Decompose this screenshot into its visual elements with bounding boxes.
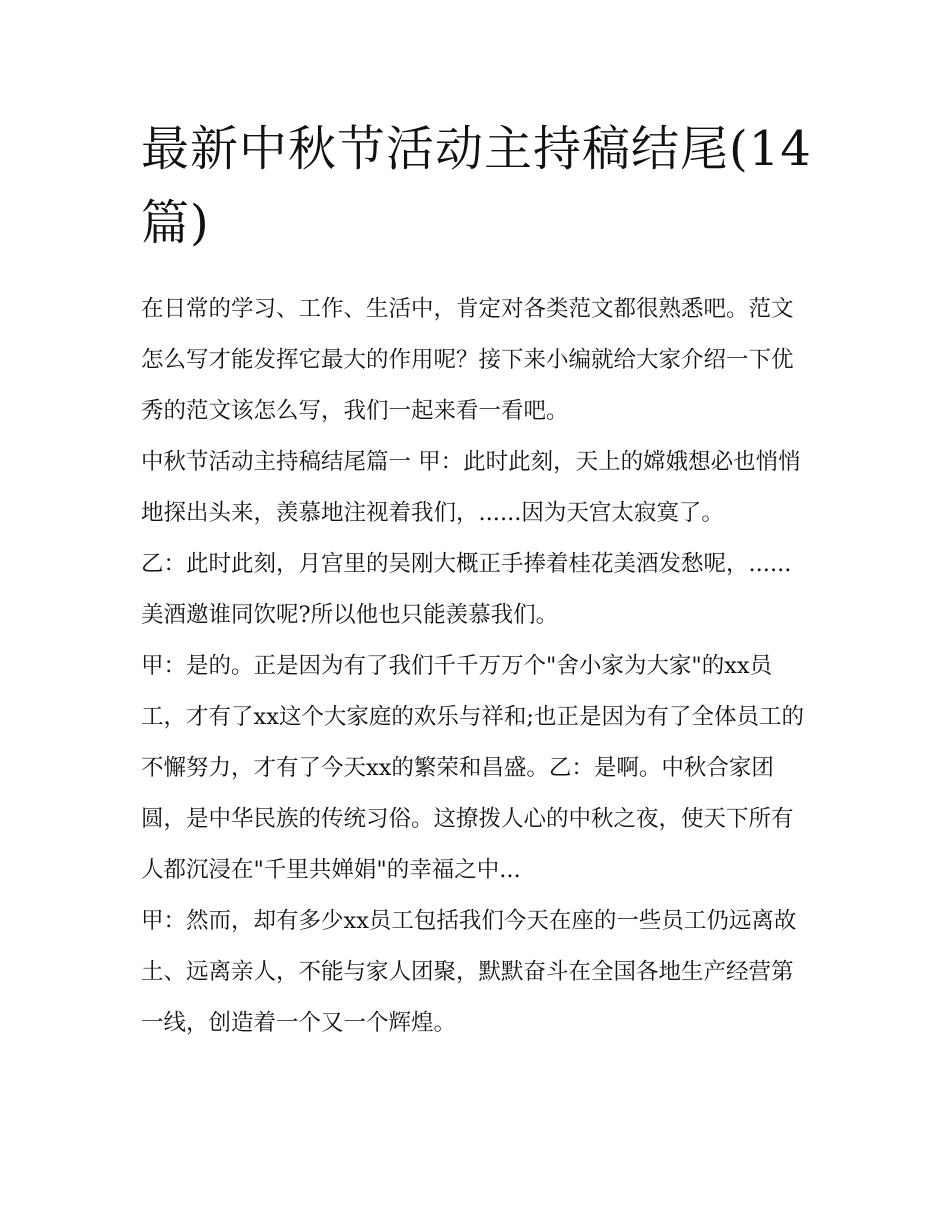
paragraph-2: 乙：此时此刻，月宫里的吴刚大概正手捧着桂花美酒发愁呢，......美酒邀谁同饮呢?所以他也只能羡慕我们。 <box>141 551 792 628</box>
document-page <box>141 112 813 1049</box>
paragraph-4: 甲：然而，却有多少xx员工包括我们今天在座的一些员工仍远离故土、远离亲人，不能与家人团聚，默默奋斗在全国各地生产经营第一线，创造着一个又一个辉煌。 <box>141 908 797 1036</box>
paragraph-1: 中秋节活动主持稿结尾篇一 甲：此时此刻，天上的嫦娥想必也悄悄地探出头来，羡慕地注视着我们，......因为天宫太寂寞了。 <box>141 449 801 526</box>
paragraph-intro: 在日常的学习、工作、生活中，肯定对各类范文都很熟悉吧。范文怎么写才能发挥它最大的作用呢？接下来小编就给大家介绍一下优秀的范文该怎么写，我们一起来看一看吧。 <box>141 296 794 424</box>
paragraph-3: 甲：是的。正是因为有了我们千千万万个"舍小家为大家"的xx员工，才有了xx这个大家庭的欢乐与祥和;也正是因为有了全体员工的不懈努力，才有了今天xx的繁荣和昌盛。乙：是啊。中秋合家团圆，是中华民族的传统习俗。这撩拨人心的中秋之夜，使天下所有人都沉浸在"千里共婵娟"的幸福之中... <box>141 653 804 883</box>
document-title: 最新中秋节活动主持稿结尾(14篇) <box>141 121 812 251</box>
document-body <box>141 284 813 1049</box>
